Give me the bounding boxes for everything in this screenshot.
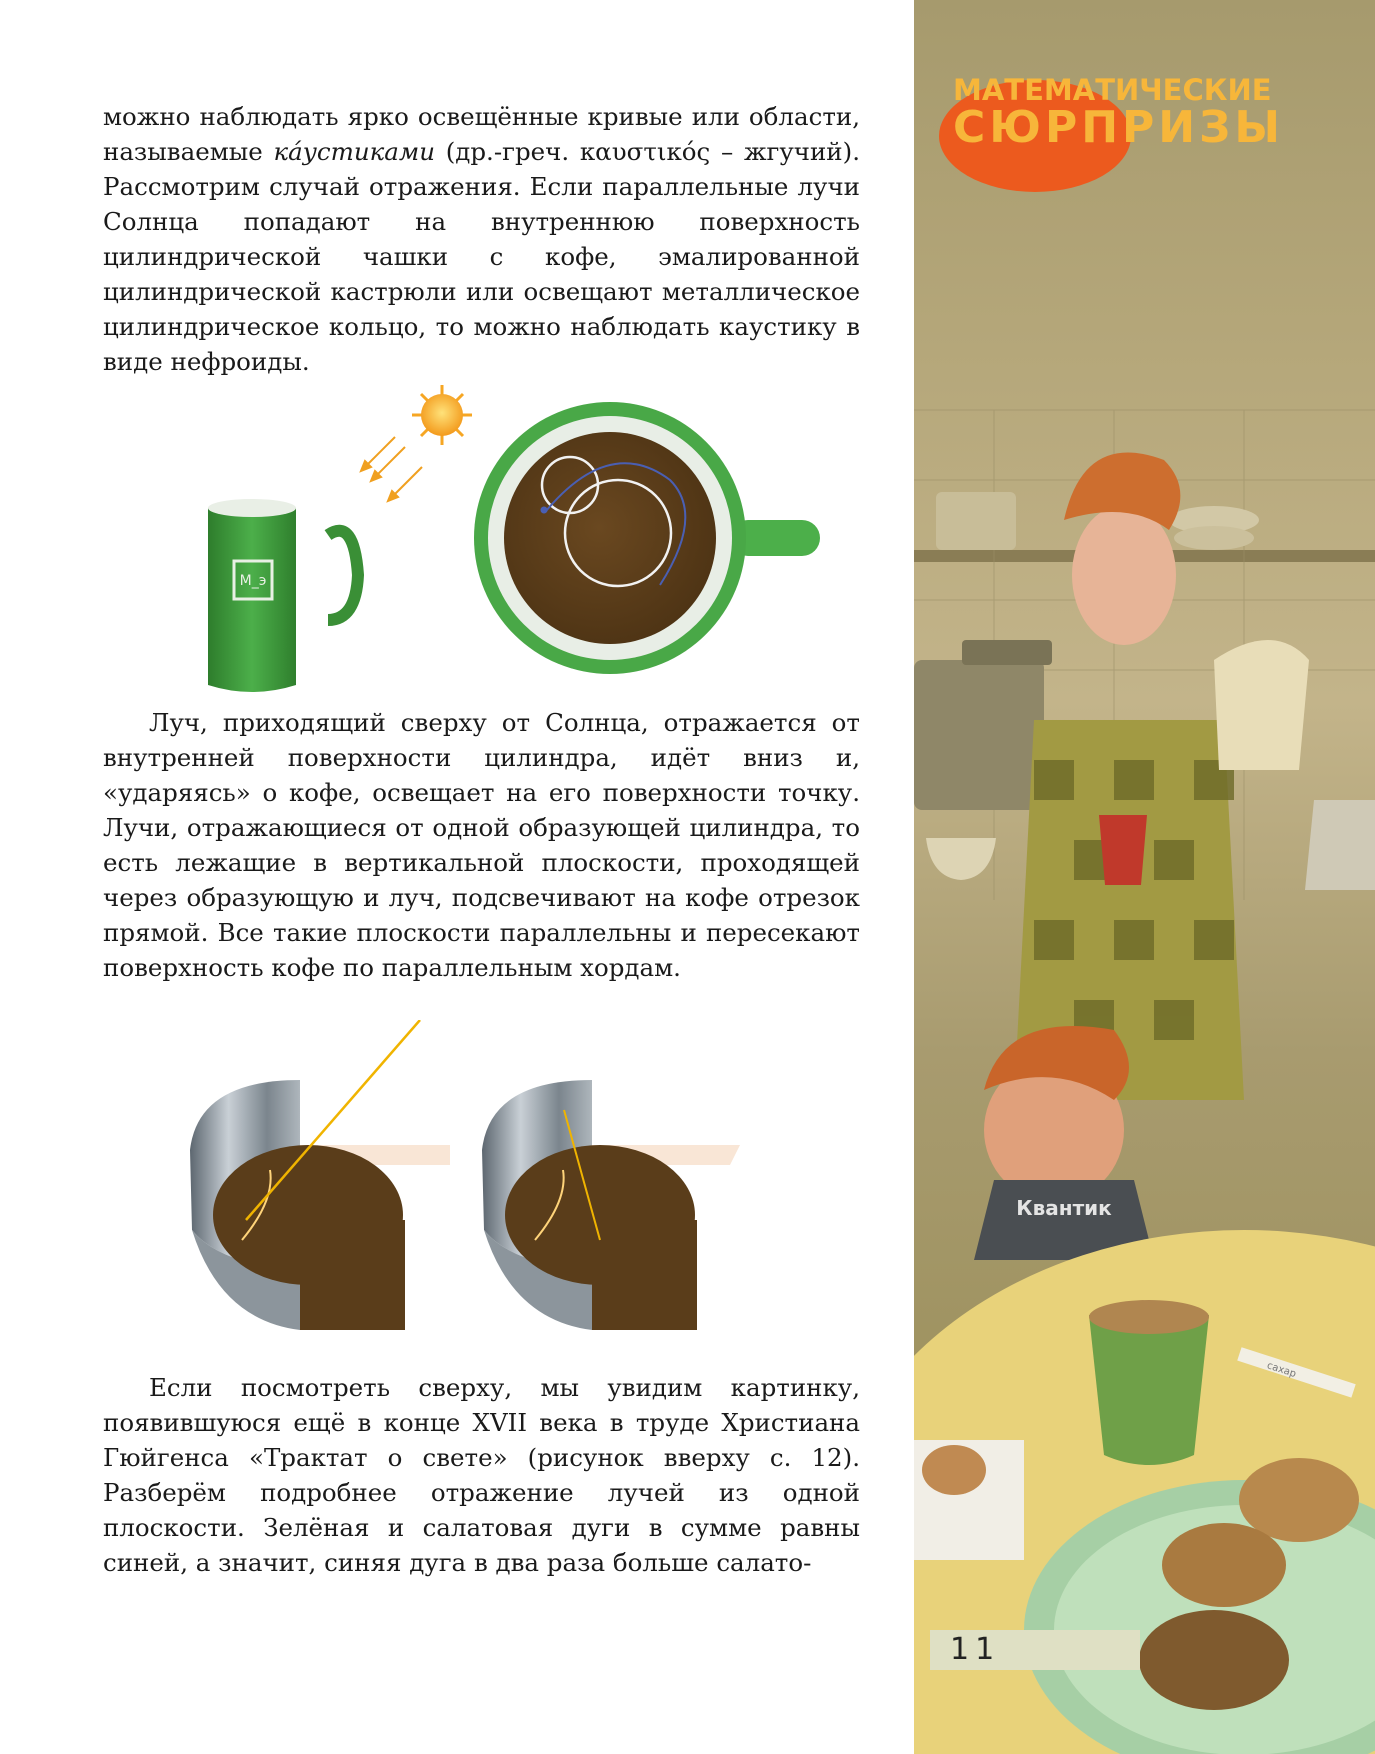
kitchen-illustration (914, 0, 1375, 1754)
green-mug-icon (208, 499, 358, 692)
caustics-term: ка́устиками (273, 137, 435, 166)
cup-top-view (474, 402, 820, 674)
paragraph-intro (103, 99, 860, 379)
mug-logo-text: М_э (239, 573, 267, 589)
rubric-line2: СЮРПРИЗЫ (953, 102, 1284, 153)
section-rubric (935, 72, 1315, 192)
intro-text-b: (др.-греч. καυστικός – жгучий). Рассмотрим случай отражения. Если параллельные лучи Солнца попадают на внутреннюю поверхность цилиндрической чашки с кофе, эмалированной цилиндрической кастрюли или освещают металлическое цилиндрическое кольцо, то можно наблюдать каустику в виде нефроиды. (103, 137, 860, 376)
sun-rays-icon (361, 437, 422, 501)
paragraph-huygens: Если посмотреть сверху, мы увидим картинку, появившуюся ещё в конце XVII века в труде Христиана Гюйгенса «Трактат о свете» (рисунок вверху с. 12). Разберём подробнее отражение лучей из одной плоскости. Зелёная и салатовая дуги в сумме равны синей, а значит, синяя дуга в два раза больше салато- (103, 1373, 860, 1577)
cylinder-rays-figure (180, 1020, 740, 1350)
cylinder-left (190, 1080, 450, 1330)
paragraph-ray-explanation: Луч, приходящий сверху от Солнца, отражается от внутренней поверхности цилиндра, идёт вниз и, «ударяясь» о кофе, освещает на его поверхности точку. Лучи, отражающиеся от одной образующей цилиндра, то есть лежащие в вертикальной плоскости, проходящей через образующую и луч, подсвечивают на кофе отрезок прямой. Все такие плоскости параллельны и пересекают поверхность кофе по параллельным хордам. (103, 708, 860, 982)
intro-text-a: можно наблюдать ярко освещённые кривые или области, называемые (103, 102, 860, 166)
cup-caustic-figure (190, 385, 850, 695)
sugar-text: caxap (1265, 1360, 1298, 1381)
rubric-line1: МАТЕМАТИЧЕСКИЕ (953, 73, 1272, 107)
sun-icon (412, 385, 472, 445)
cylinder-right (482, 1080, 740, 1330)
page-number: 11 (930, 1630, 1140, 1670)
shirt-text: Квантик (1016, 1196, 1112, 1220)
